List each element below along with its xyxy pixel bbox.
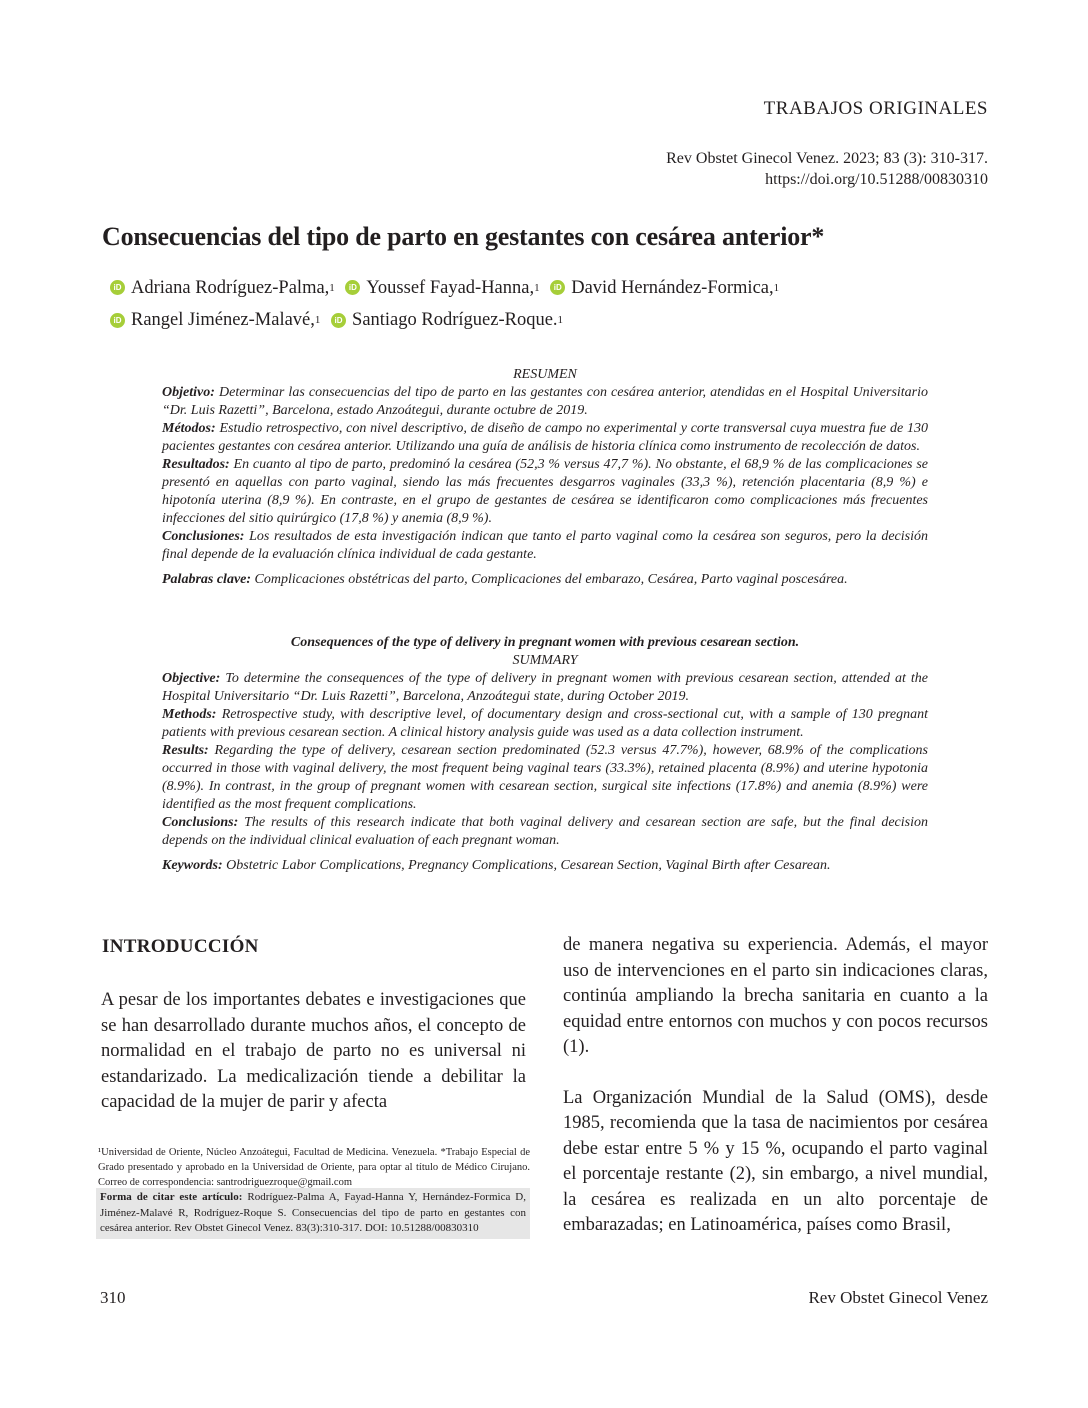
- label: Methods:: [162, 707, 217, 722]
- how-to-cite-box: [96, 1188, 530, 1239]
- citation-line: Rev Obstet Ginecol Venez. 2023; 83 (3): 310-317.: [666, 150, 988, 167]
- author-list: [110, 270, 785, 335]
- affiliation-mark: 1: [329, 281, 335, 294]
- body-paragraph: de manera negativa su experiencia. Además, el mayor uso de intervenciones en el parto sin indicaciones claras, continúa ampliando la brecha sanitaria en cuanto a la equidad entre entornos con muchos y con pocos recursos (1).: [563, 935, 988, 1057]
- text: Complicaciones obstétricas del parto, Complicaciones del embarazo, Cesárea, Parto vaginal poscesárea.: [254, 572, 848, 587]
- left-column: [101, 988, 526, 1116]
- author-row: [110, 270, 785, 303]
- label: Objetivo:: [162, 385, 215, 400]
- text: Los resultados de esta investigación indican que tanto el parto vaginal como la cesárea son seguros, pero la decisión final depende de la evaluación clínica individual de cada gestante.: [162, 529, 928, 562]
- orcid-icon[interactable]: iD: [110, 280, 125, 295]
- author[interactable]: [550, 273, 779, 303]
- author-name: Santiago Rodríguez-Roque.: [352, 310, 558, 330]
- keywords: [162, 857, 928, 875]
- label: Palabras clave:: [162, 572, 252, 587]
- doi-link[interactable]: https://doi.org/10.51288/00830310: [765, 171, 988, 188]
- intro-heading: INTRODUCCIÓN: [102, 936, 259, 957]
- resumen-resultados: [162, 456, 928, 528]
- label: Results:: [162, 743, 209, 758]
- resumen-objetivo: [162, 384, 928, 420]
- summary-block: [162, 634, 928, 875]
- author-name: Rangel Jiménez-Malavé,: [131, 310, 315, 330]
- text: Regarding the type of delivery, cesarean section predominated (52.3 versus 47.7%), however, 68.9% of the complications occurred in those with vaginal delivery, the most frequent being vaginal tears (33.3%), retained placenta (8.9%) and uterine hypotonia (8.9%). In contrast, in the group of pregnant women with cesarean section, surgical site infections (17.8%) and anemia (8.9%) were identified as the most frequent complications.: [162, 743, 929, 812]
- label: Conclusions:: [162, 815, 239, 830]
- author-row: [110, 303, 785, 336]
- author[interactable]: [110, 305, 320, 335]
- summary-results: [162, 742, 928, 814]
- cite-text: Rodríguez-Palma A, Fayad-Hanna Y, Hernández-Formica D, Jiménez-Malavé R, Rodríguez-Roque S. Consecuencias del tipo de parto en gestantes con cesárea anterior. Rev Obstet Ginecol Venez. 83(3):310-317. DOI: 10.51288/00830310: [100, 1191, 526, 1234]
- author[interactable]: [345, 273, 539, 303]
- text: Retrospective study, with descriptive level, of documentary design and cross-sectional cut, with a sample of 130 pregnant patients with previous cesarean section. A clinical history analysis guide was used as a data collection instrument.: [162, 707, 928, 740]
- text: Determinar las consecuencias del tipo de parto en las gestantes con cesárea anterior, atendidas en el Hospital Universitario “Dr. Luis Razetti”, Barcelona, estado Anzoátegui, durante octubre de 2019.: [162, 385, 929, 418]
- cite-label: Forma de citar este artículo:: [100, 1191, 243, 1203]
- summary-objective: [162, 670, 928, 706]
- text: Obstetric Labor Complications, Pregnancy Complications, Cesarean Section, Vaginal Birth after Cesarean.: [226, 858, 831, 873]
- summary-methods: [162, 706, 928, 742]
- article-title: Consecuencias del tipo de parto en gestantes con cesárea anterior*: [102, 222, 825, 251]
- label: Métodos:: [162, 421, 216, 436]
- author[interactable]: [110, 273, 335, 303]
- text: To determine the consequences of the type of delivery in pregnant women with previous cesarean section, attended at the Hospital Universitario “Dr. Luis Razetti”, Barcelona, Anzoátegui state, during October 2019.: [162, 671, 929, 704]
- author-name: Adriana Rodríguez-Palma,: [131, 277, 330, 298]
- affiliation-mark: 1: [534, 281, 540, 294]
- orcid-icon[interactable]: iD: [550, 280, 565, 295]
- text: Estudio retrospectivo, con nivel descriptivo, de diseño de campo no experimental y corte transversal cuya muestra fue de 130 pacientes gestantes con cesárea anterior. Utilizando una guía de análisis de historia clínica como instrumento de recolección de datos.: [162, 421, 929, 454]
- journal-citation: [666, 148, 988, 190]
- resumen-heading: RESUMEN: [513, 367, 577, 382]
- footnote: ¹Universidad de Oriente, Núcleo Anzoátegui, Facultad de Medicina. Venezuela. *Trabajo Especial de Grado presentado y aprobado en la Universidad de Oriente, para optar al título de Médico Cirujano. Correo de correspondencia: santrodriguezroque@gmail.com: [98, 1147, 530, 1188]
- label: Resultados:: [162, 457, 230, 472]
- footer-journal: Rev Obstet Ginecol Venez: [808, 1288, 988, 1307]
- section-tag: TRABAJOS ORIGINALES: [763, 98, 988, 119]
- summary-conclusions: [162, 814, 928, 850]
- author-name: Youssef Fayad-Hanna,: [366, 277, 535, 298]
- author[interactable]: [331, 305, 563, 335]
- summary-heading: SUMMARY: [512, 653, 578, 668]
- orcid-icon[interactable]: iD: [345, 280, 360, 295]
- body-paragraph: A pesar de los importantes debates e investigaciones que se han desarrollado durante muchos años, el concepto de normalidad en el trabajo de parto no es universal ni estandarizado. La medicalización tiende a debilitar la capacidad de la mujer de parir y afecta: [101, 990, 526, 1112]
- label: Objective:: [162, 671, 221, 686]
- resumen-block: [162, 366, 928, 589]
- orcid-icon[interactable]: iD: [110, 313, 125, 328]
- palabras-clave: [162, 571, 928, 589]
- page-number: 310: [100, 1288, 126, 1307]
- english-title: Consequences of the type of delivery in pregnant women with previous cesarean section.: [290, 635, 800, 650]
- label: Keywords:: [162, 858, 223, 873]
- affiliation-mark: 1: [314, 314, 321, 326]
- orcid-icon[interactable]: iD: [331, 313, 346, 328]
- author-name: David Hernández-Formica,: [571, 277, 774, 298]
- body-paragraph: La Organización Mundial de la Salud (OMS), desde 1985, recomienda que la tasa de nacimientos por cesárea debe estar entre 5 % y 15 %, ocupando el parto vaginal el porcentaje restante (2), sin embargo, a nivel mundial, la cesárea es realizada en un alto porcentaje de embarazadas; en Latinoamérica, países como Brasil,: [563, 1087, 988, 1235]
- resumen-conclusiones: [162, 528, 928, 564]
- text: The results of this research indicate that both vaginal delivery and cesarean section are safe, but the final decision depends on the individual clinical evaluation of each pregnant woman.: [162, 815, 928, 848]
- affiliation-mark: 1: [773, 281, 780, 294]
- affiliation-mark: 1: [557, 314, 564, 326]
- resumen-metodos: [162, 420, 928, 456]
- label: Conclusiones:: [162, 529, 245, 544]
- text: En cuanto al tipo de parto, predominó la cesárea (52,3 % versus 47,7 %). No obstante, el 68,9 % de las complicaciones se presentó en aquellas con parto vaginal, siendo las más frecuentes desgarros vaginales (33,3 %), retención placentaria (8,9 %) e hipotonía uterina (8,9 %). En contraste, en el grupo de gestantes de cesárea se identificaron como complicaciones más frecuentes infecciones del sitio quirúrgico (17,8 %) y anemia (8,9 %).: [162, 457, 928, 526]
- right-column: [563, 933, 988, 1239]
